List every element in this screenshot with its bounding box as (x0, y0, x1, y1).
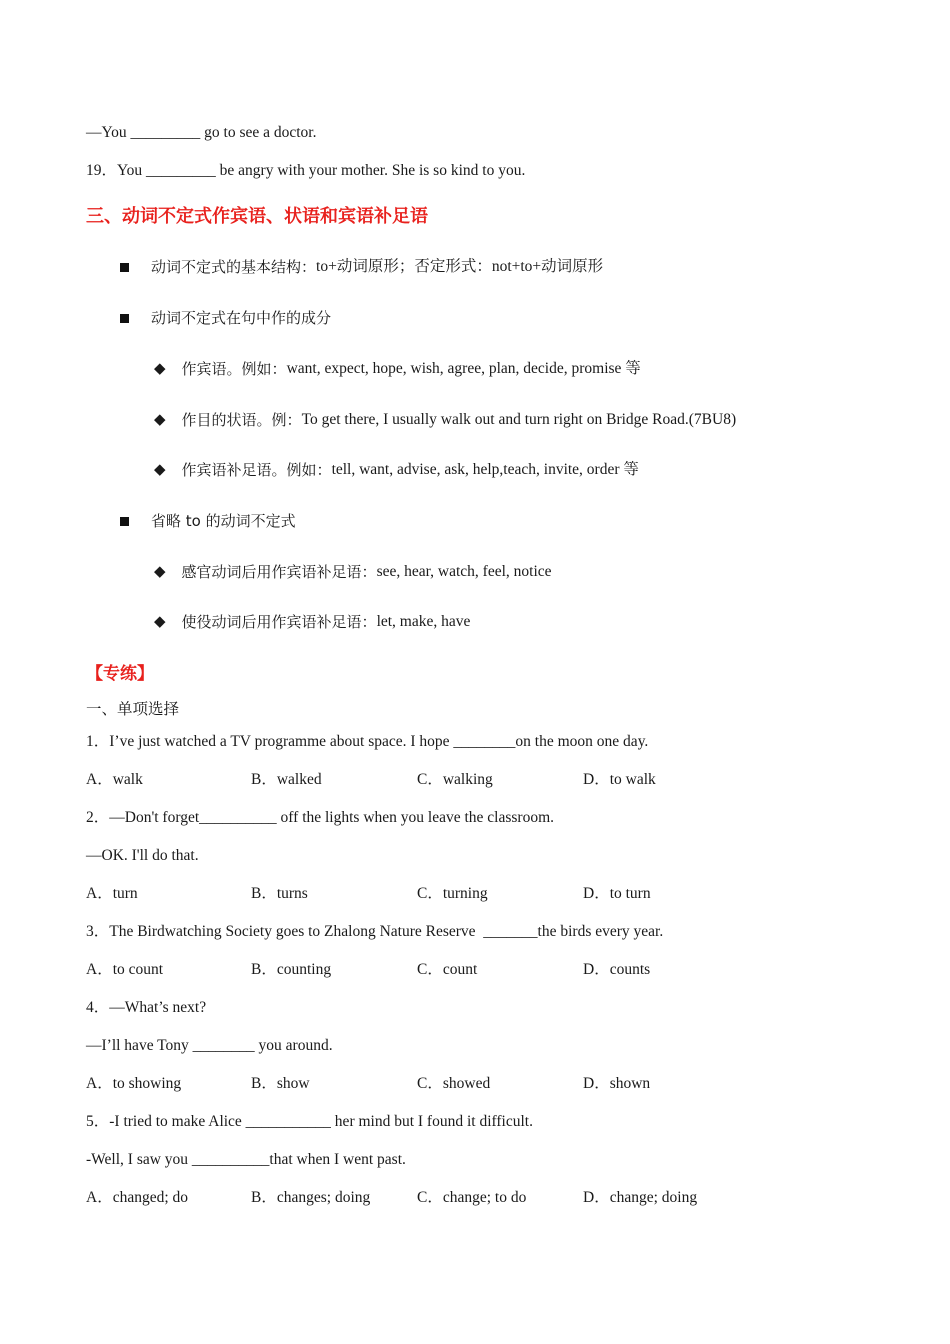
sub-bullet-point: ◆ 感官动词后用作宾语补足语： see, hear, watch, feel, notice (154, 563, 552, 581)
diamond-bullet-icon: ◆ (154, 462, 166, 478)
diamond-bullet-icon: ◆ (154, 361, 166, 377)
sub-bullet-point: ◆ 作宾语补足语。例如： tell, want, advise, ask, help,teach, invite, order 等 (154, 461, 639, 479)
option-a[interactable]: A．to showing (86, 1075, 182, 1092)
option-a[interactable]: A．to count (86, 961, 164, 978)
option-c[interactable]: C．count (417, 961, 478, 978)
question-2-reply: —OK. I'll do that. (86, 847, 199, 864)
question-4: 4．—What’s next? (86, 999, 207, 1016)
option-b[interactable]: B．turns (251, 885, 308, 902)
question-5: 5．-I tried to make Alice ___________ her mind but I found it difficult. (86, 1113, 533, 1130)
practice-subheading: 一、单项选择 (86, 700, 180, 718)
sub-bullet-point: ◆ 作宾语。例如： want, expect, hope, wish, agree, plan, decide, promise 等 (154, 360, 641, 378)
option-c[interactable]: C．change; to do (417, 1189, 527, 1206)
option-c[interactable]: C．walking (417, 771, 493, 788)
question-5-reply: -Well, I saw you __________that when I went past. (86, 1151, 406, 1168)
bullet-point: 省略 to 的动词不定式 (120, 511, 296, 531)
square-bullet-icon (120, 314, 129, 323)
option-a[interactable]: A．walk (86, 771, 143, 788)
question-3: 3．The Birdwatching Society goes to Zhalong Nature Reserve _______the birds every year. (86, 923, 664, 940)
options-row (86, 1074, 806, 1094)
options-row (86, 1188, 806, 1208)
option-a[interactable]: A．changed; do (86, 1189, 189, 1206)
option-c[interactable]: C．showed (417, 1075, 491, 1092)
diamond-bullet-icon: ◆ (154, 412, 166, 428)
option-a[interactable]: A．turn (86, 885, 138, 902)
option-d[interactable]: D．counts (583, 961, 651, 978)
option-d[interactable]: D．to walk (583, 771, 656, 788)
options-row (86, 770, 806, 790)
option-b[interactable]: B．counting (251, 961, 332, 978)
square-bullet-icon (120, 263, 129, 272)
option-b[interactable]: B．walked (251, 771, 322, 788)
option-b[interactable]: B．changes; doing (251, 1189, 371, 1206)
options-row (86, 960, 806, 980)
option-d[interactable]: D．change; doing (583, 1189, 698, 1206)
practice-label: 【专练】 (86, 664, 154, 684)
option-d[interactable]: D．to turn (583, 885, 651, 902)
question-2: 2．—Don't forget__________ off the lights when you leave the classroom. (86, 809, 555, 826)
option-d[interactable]: D．shown (583, 1075, 651, 1092)
option-c[interactable]: C．turning (417, 885, 488, 902)
question-4-reply: —I’ll have Tony ________ you around. (86, 1037, 333, 1054)
options-row (86, 884, 806, 904)
text-line: —You _________ go to see a doctor. (86, 124, 317, 141)
question-19: 19．You _________ be angry with your mother. She is so kind to you. (86, 162, 526, 179)
question-1: 1．I’ve just watched a TV programme about space. I hope ________on the moon one day. (86, 733, 649, 750)
section-title: 三、动词不定式作宾语、状语和宾语补足语 (86, 206, 428, 227)
diamond-bullet-icon: ◆ (154, 564, 166, 580)
option-b[interactable]: B．show (251, 1075, 310, 1092)
diamond-bullet-icon: ◆ (154, 614, 166, 630)
bullet-point: 动词不定式在句中作的成分 (120, 308, 331, 328)
sub-bullet-point: ◆ 使役动词后用作宾语补足语： let, make, have (154, 613, 471, 631)
sub-bullet-point: ◆ 作目的状语。例： To get there, I usually walk out and turn right on Bridge Road.(7BU8) (154, 411, 737, 429)
square-bullet-icon (120, 517, 129, 526)
bullet-point: 动词不定式的基本结构： to+动词原形；否定形式：not+to+动词原形 (120, 257, 603, 277)
